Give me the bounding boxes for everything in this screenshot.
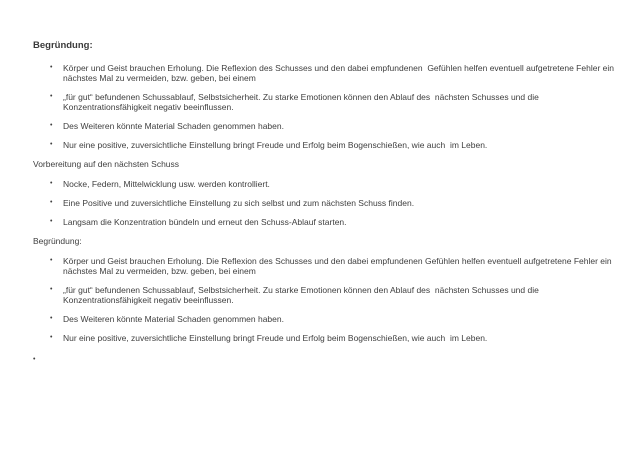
bullet-icon: • xyxy=(50,122,53,129)
section-heading: Begründung: xyxy=(33,40,93,51)
bullet-icon: • xyxy=(50,257,53,264)
bullet-icon: • xyxy=(50,141,53,148)
bullet-icon: • xyxy=(50,180,53,187)
list-item-text: Nur eine positive, zuversichtliche Einstellung bringt Freude und Erfolg beim Bogenschießen, wie auch im Leben. xyxy=(63,140,488,150)
document-content xyxy=(33,40,617,365)
trailing-bullet-icon: • xyxy=(33,356,36,363)
list-item-text: „für gut“ befundenen Schussablauf, Selbstsicherheit. Zu starke Emotionen können den Ablauf des nächsten Schusses und die Konzentrationsfähigkeit negativ beeinflussen. xyxy=(63,92,542,112)
section-heading: Vorbereitung auf den nächsten Schuss xyxy=(33,159,180,169)
list-item-text: Nur eine positive, zuversichtliche Einstellung bringt Freude und Erfolg beim Bogenschießen, wie auch im Leben. xyxy=(63,333,488,343)
bullet-icon: • xyxy=(50,218,53,225)
section-heading: Begründung: xyxy=(33,236,82,246)
list-item-text: Körper und Geist brauchen Erholung. Die Reflexion des Schusses und den dabei empfundenen Gefühlen helfen eventuell aufgetretene Fehler ein nächstes Mal zu vermeiden, bzw. geben, bei einem xyxy=(63,256,614,276)
list-item xyxy=(33,140,617,150)
bullet-icon: • xyxy=(50,93,53,100)
list-item-text: Körper und Geist brauchen Erholung. Die Reflexion des Schusses und den dabei empfundenen Gefühlen helfen eventuell aufgetretene Fehler ein nächstes Mal zu vermeiden, bzw. geben, bei einem xyxy=(63,63,617,83)
bullet-icon: • xyxy=(50,315,53,322)
list-item xyxy=(33,217,617,227)
section-vorbereitung xyxy=(33,159,617,227)
list-item xyxy=(33,198,617,208)
list-item xyxy=(33,121,617,131)
bullet-icon: • xyxy=(50,286,53,293)
list-item xyxy=(33,314,617,324)
list-item xyxy=(33,63,617,83)
list-item-text: Eine Positive und zuversichtliche Einstellung zu sich selbst und zum nächsten Schuss finden. xyxy=(63,198,415,208)
list-item-text: Des Weiteren könnte Material Schaden genommen haben. xyxy=(63,314,284,324)
list-item xyxy=(33,256,617,276)
list-item-text: Nocke, Federn, Mittelwicklung usw. werden kontrolliert. xyxy=(63,179,270,189)
bullet-icon: • xyxy=(50,64,53,71)
section-begruendung-2 xyxy=(33,236,617,343)
list-item-text: „für gut“ befundenen Schussablauf, Selbstsicherheit. Zu starke Emotionen können den Ablauf des nächsten Schusses und die Konzentrationsfähigkeit negativ beeinflussen. xyxy=(63,285,542,305)
list-item xyxy=(33,92,617,112)
list-item-text: Langsam die Konzentration bündeln und erneut den Schuss-Ablauf starten. xyxy=(63,217,347,227)
list-item xyxy=(33,285,617,305)
bullet-icon: • xyxy=(50,334,53,341)
bullet-icon: • xyxy=(50,199,53,206)
list-item-text: Des Weiteren könnte Material Schaden genommen haben. xyxy=(63,121,284,131)
list-item xyxy=(33,333,617,343)
list-item xyxy=(33,179,617,189)
section-begruendung-1 xyxy=(33,40,617,150)
